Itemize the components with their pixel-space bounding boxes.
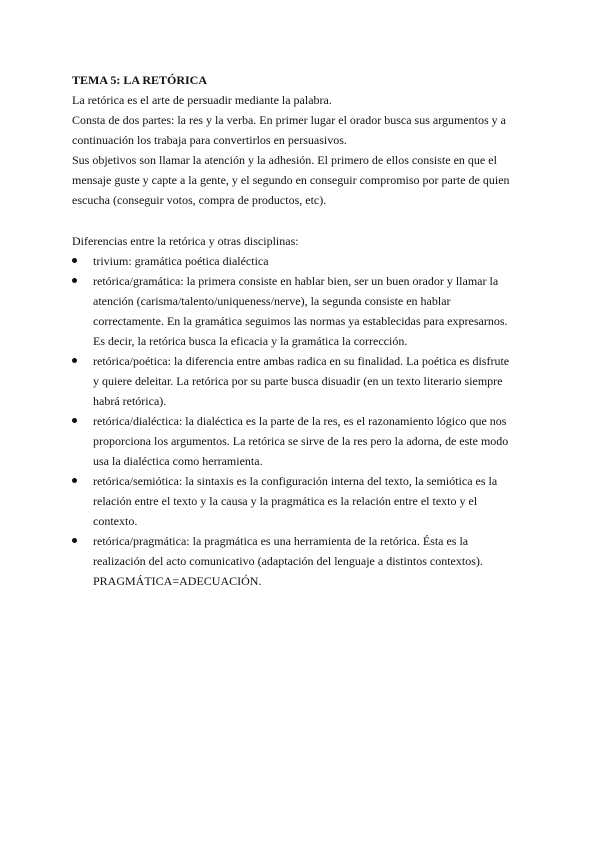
paragraph-parts: Consta de dos partes: la res y la verba. En primer lugar el orador busca sus argumentos y a continuación los trabaja para convertirlos en persuasivos. [72,113,506,147]
paragraph-definition: La retórica es el arte de persuadir mediante la palabra. [72,93,332,107]
list-item-text: retórica/semiótica: la sintaxis es la configuración interna del texto, la semiótica es la relación entre el texto y la causa y la pragmática es la relación entre el texto y el contexto. [93,474,498,528]
differences-list [72,251,530,591]
list-item [55,411,513,471]
paragraph-objectives: Sus objetivos son llamar la atención y la adhesión. El primero de ellos consiste en que el mensaje guste y capte a la gente, y el segundo en conseguir compromiso por parte de quien escucha (conseguir votos, compra de productos, etc). [72,153,510,207]
list-item-text: retórica/dialéctica: la dialéctica es la parte de la res, es el razonamiento lógico que nos proporciona los argumentos. La retórica se sirve de la res pero la adorna, de este modo usa la dialéctica como herramienta. [93,414,509,468]
bullet-icon [72,258,77,263]
bullet-icon [72,278,77,283]
document-title: TEMA 5: LA RETÓRICA [72,73,208,87]
document-body [72,70,530,591]
list-intro: Diferencias entre la retórica y otras disciplinas: [72,234,299,248]
blank-line [72,210,530,231]
list-item [55,531,513,591]
list-item-text: trivium: gramática poética dialéctica [93,254,269,268]
bullet-icon [72,418,77,423]
list-item [55,471,513,531]
bullet-icon [72,538,77,543]
list-item [55,271,513,351]
list-item-text: retórica/gramática: la primera consiste en hablar bien, ser un buen orador y llamar la atención (carisma/talento/uniqueness/nerve), la segunda consiste en hablar correctamente. En la gramática seguimos las normas ya establecidas para expresarnos. Es decir, la retórica busca la eficacia y la gramática la corrección. [93,274,508,348]
list-item-text: retórica/poética: la diferencia entre ambas radica en su finalidad. La poética es disfrute y quiere deleitar. La retórica por su parte busca disuadir (en un texto literario siempre habrá retórica). [93,354,510,408]
list-item-text: retórica/pragmática: la pragmática es una herramienta de la retórica. Ésta es la realización del acto comunicativo (adaptación del lenguaje a distintos contextos). PRAGMÁTICA=ADECUACIÓN. [93,534,483,588]
list-item [55,251,513,271]
list-item [55,351,513,411]
bullet-icon [72,478,77,483]
bullet-icon [72,358,77,363]
